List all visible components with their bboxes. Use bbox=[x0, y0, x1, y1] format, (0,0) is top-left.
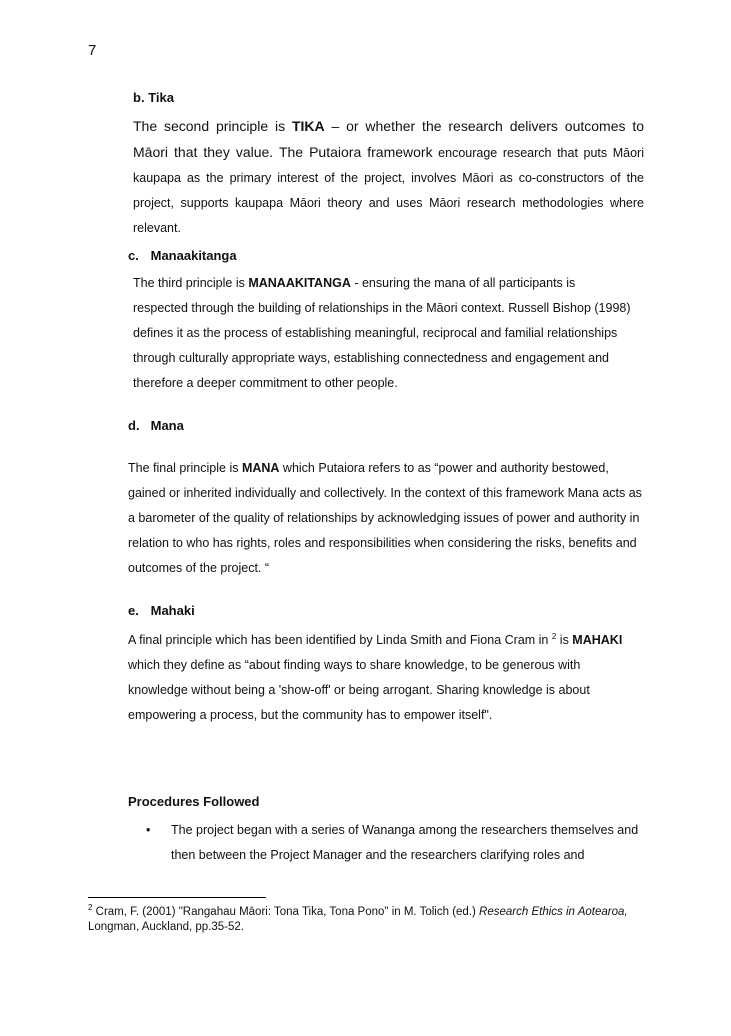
tika-text-1: The second principle is bbox=[133, 118, 292, 134]
procedures-list bbox=[146, 818, 646, 868]
footnote-number: 2 bbox=[88, 903, 93, 913]
heading-mana-title: Mana bbox=[150, 418, 184, 433]
mahaki-text-2: which they define as “about finding ways to share knowledge, to be generous with knowledge without being a 'show-off' or being arrogant. Sharing knowledge is about empowering a process, but the community has to empower itself". bbox=[128, 658, 590, 722]
footnote-text-b: Longman, Auckland, pp.35-52. bbox=[88, 921, 245, 933]
heading-tika bbox=[133, 90, 174, 105]
footnote-divider bbox=[88, 897, 266, 898]
paragraph-mana bbox=[128, 456, 644, 581]
heading-mahaki-letter: e. bbox=[128, 603, 139, 618]
heading-mana bbox=[128, 418, 184, 433]
mana-text-1: The final principle is bbox=[128, 461, 242, 475]
list-item-text: The project began with a series of Wananga among the researchers themselves and then between the Project Manager and the researchers clarifying roles and bbox=[171, 823, 639, 862]
manaakitanga-text-2: - ensuring the mana of all participants is respected through the building of relationships in the Māori context. Russell Bishop (1998) defines it as the process of establishing meaningful, reciprocal and familial relationships through culturally appropriate ways, establishing connectedness and engagement and therefore a deeper commitment to other people. bbox=[133, 276, 631, 390]
page-number: 7 bbox=[88, 42, 97, 59]
mahaki-bold: MAHAKI bbox=[572, 633, 623, 647]
mana-bold: MANA bbox=[241, 461, 280, 475]
heading-manaakitanga bbox=[128, 248, 237, 263]
footnote bbox=[88, 905, 648, 935]
heading-mana-letter: d. bbox=[128, 418, 140, 433]
paragraph-manaakitanga bbox=[133, 271, 633, 396]
footnote-text-a: Cram, F. (2001) "Rangahau Māori: Tona Tika, Tona Pono" in M. Tolich (ed.) bbox=[92, 906, 480, 918]
mahaki-text-1: A final principle which has been identified by Linda Smith and Fiona Cram in bbox=[128, 633, 552, 647]
heading-manaakitanga-title: Manaakitanga bbox=[150, 248, 237, 263]
footnote-italic: Research Ethics in Aotearoa, bbox=[479, 906, 628, 918]
list-item bbox=[146, 818, 646, 868]
paragraph-tika bbox=[133, 114, 644, 241]
bullet-icon: • bbox=[146, 823, 151, 837]
heading-mahaki bbox=[128, 603, 195, 618]
heading-procedures: Procedures Followed bbox=[128, 794, 260, 809]
heading-tika-letter: b. bbox=[133, 90, 145, 105]
tika-text-2: – or whether the research delivers outcomes to Māori that they value. The Putaiora framework bbox=[133, 118, 645, 160]
footnote-ref-2[interactable]: 2 bbox=[551, 631, 557, 641]
tika-bold: TIKA bbox=[291, 118, 325, 134]
heading-tika-title: Tika bbox=[148, 90, 174, 105]
manaakitanga-bold: MANAAKITANGA bbox=[248, 276, 351, 290]
heading-mahaki-title: Mahaki bbox=[150, 603, 195, 618]
paragraph-mahaki bbox=[128, 628, 628, 728]
heading-manaakitanga-letter: c. bbox=[128, 248, 139, 263]
manaakitanga-text-1: The third principle is bbox=[133, 276, 249, 290]
mahaki-text-mid: is bbox=[556, 633, 573, 647]
mana-text-2: which Putaiora refers to as “power and authority bestowed, gained or inherited individually and collectively. In the context of this framework Mana acts as a barometer of the quality of relationships by acknowledging issues of power and authority in relation to who has rights, roles and responsibilities when considering the risks, benefits and outcomes of the project. “ bbox=[128, 461, 642, 575]
tika-text-3: encourage research that puts Māori kaupapa as the primary interest of the project, involves Māori as co-constructors of the project, supports kaupapa Māori theory and uses Māori research methodologies where relevant. bbox=[133, 146, 644, 235]
